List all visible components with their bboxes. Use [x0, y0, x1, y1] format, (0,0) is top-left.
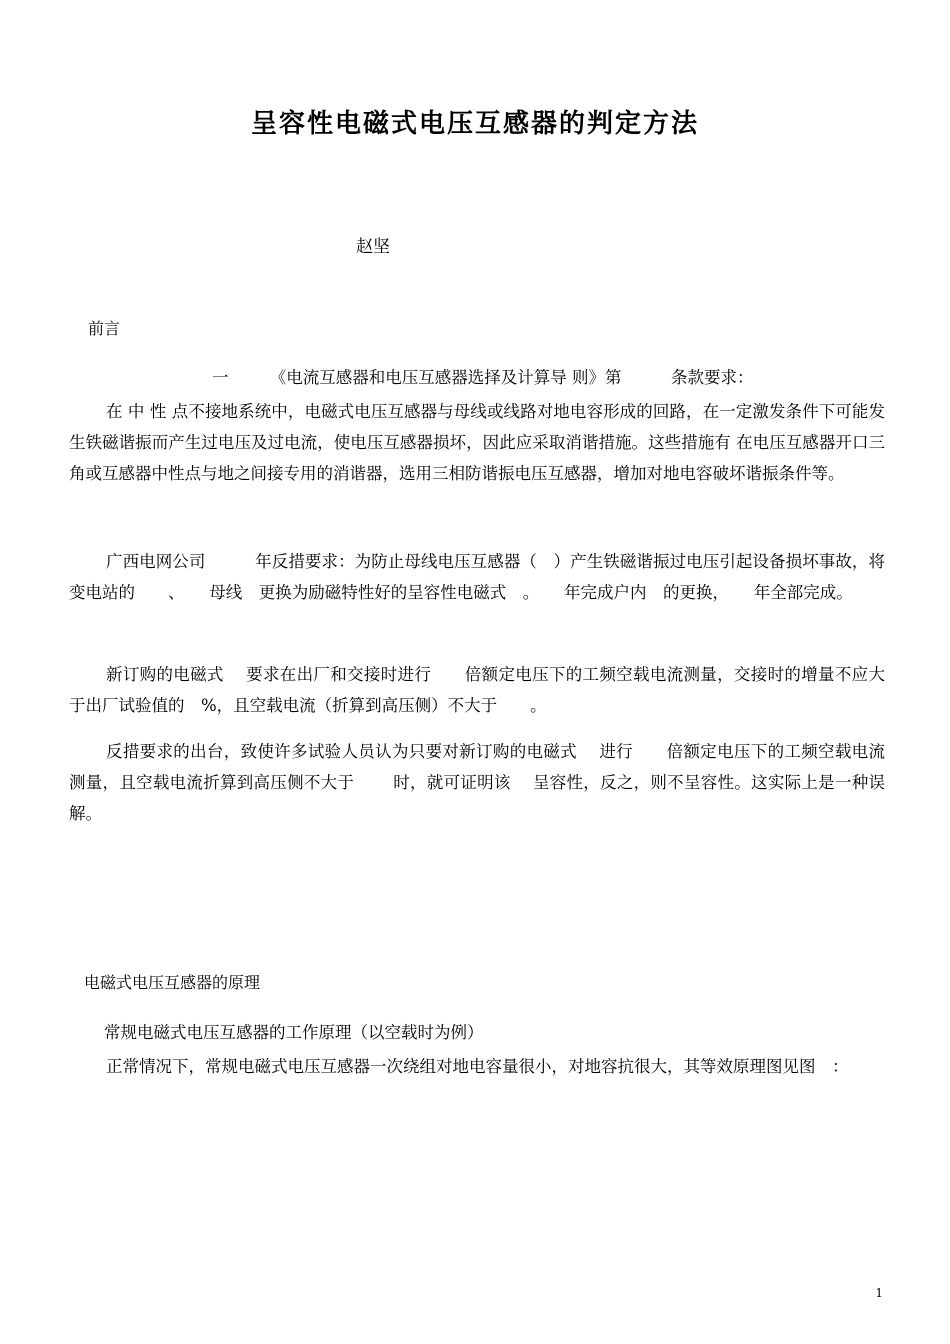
paragraph-5: 正常情况下，常规电磁式电压互感器一次绕组对地电容量很小，对地容抗很大，其等效原理图见图 ：: [106, 1057, 849, 1076]
paragraph-4: 反措要求的出台，致使许多试验人员认为只要对新订购的电磁式 进行 倍额定电压下的工频空载电流测量，且空载电流折算到高压侧不大于 时，就可证明该 呈容性，反之，则不呈容性。这实际上是一种误解。: [69, 742, 885, 823]
document-title: 呈容性电磁式电压互感器的判定方法: [250, 109, 699, 139]
paragraph-1: 在 中 性 点不接地系统中，电磁式电压互感器与母线或线路对地电容形成的回路，在一定激发条件下可能发生铁磁谐振而产生过电压及过电流，使电压互感器损坏，因此应采取消谐措施。这些措施有 在电压互感器开口三角或互感器中性点与地之间接专用的消谐器，选用三相防谐振电压互感器，增加对地电容破坏谐振条件等。: [69, 402, 885, 483]
paragraph-3: 新订购的电磁式 要求在出厂和交接时进行 倍额定电压下的工频空载电流测量，交接时的增量不应大于出厂试验值的 %，且空载电流（折算到高压侧）不大于 。: [69, 665, 885, 715]
subsection-heading: 常规电磁式电压互感器的工作原理（以空载时为例）: [104, 1023, 484, 1042]
paragraph-2: 广西电网公司 年反措要求：为防止母线电压互感器（ ）产生铁磁谐振过电压引起设备损坏事故，将变电站的 、 母线 更换为励磁特性好的呈容性电磁式 。 年完成户内 的更换， 年全部完成。: [69, 552, 885, 602]
preface-heading: 前言: [88, 319, 121, 338]
page-number: 1: [875, 1286, 883, 1300]
section-heading: 电磁式电压互感器的原理: [84, 973, 261, 992]
section-one-line: 一 《电流互感器和电压互感器选择及计算导 则》第 条款要求：: [212, 368, 754, 387]
author-name: 赵坚: [356, 237, 390, 257]
